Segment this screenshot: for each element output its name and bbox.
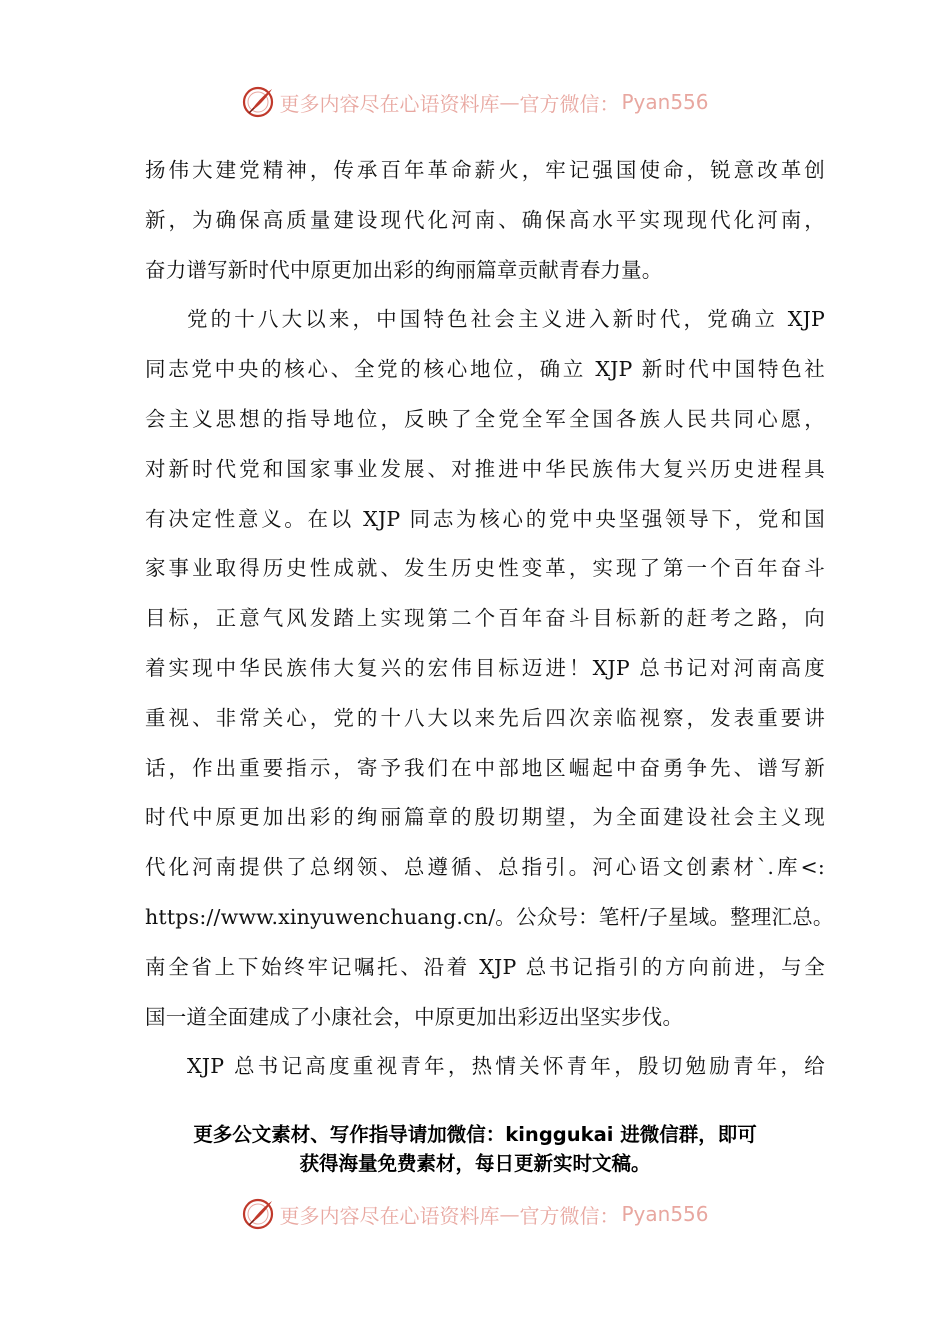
body-line: 扬伟大建党精神，传承百年革命薪火，牢记强国使命，锐意改革创	[145, 158, 825, 182]
body-line: 话，作出重要指示，寄予我们在中部地区崛起中奋勇争先、谱写新	[145, 755, 825, 780]
body-line: XJP 总书记高度重视青年，热情关怀青年，殷切勉励青年，给	[187, 1054, 825, 1079]
body-line: 会主义思想的指导地位，反映了全党全军全国各族人民共同心愿，	[145, 406, 825, 431]
banner-text: 更多内容尽在心语资料库	[279, 91, 500, 116]
quill-logo-icon	[241, 1197, 275, 1231]
header-banner	[0, 82, 950, 122]
body-line: 南全省上下始终牢记嘱托、沿着 XJP 总书记指引的方向前进，与全	[145, 954, 825, 979]
body-line: 奋力谱写新时代中原更加出彩的绚丽篇章贡献青春力量。	[145, 257, 663, 282]
body-line: 着实现中华民族伟大复兴的宏伟目标迈进！XJP 总书记对河南高度	[145, 655, 825, 680]
document-body	[145, 146, 834, 1092]
body-line: 新，为确保高质量建设现代化河南、确保高水平实现现代化河南，	[145, 207, 825, 232]
banner-separator: —	[499, 90, 520, 114]
promo-notice	[0, 1120, 950, 1178]
body-line: 国一道全面建成了小康社会，中原更加出彩迈出坚实步伐。	[145, 1004, 684, 1029]
body-line: https://www.xinyuwenchuang.cn/。公众号：笔杆/子星域。整理汇总。	[145, 904, 834, 929]
body-line: 重视、非常关心，党的十八大以来先后四次亲临视察，发表重要讲	[145, 705, 825, 730]
body-line: 对新时代党和国家事业发展、对推进中华民族伟大复兴历史进程具	[145, 456, 825, 481]
body-line: 有决定性意义。在以 XJP 同志为核心的党中央坚强领导下，党和国	[145, 506, 825, 531]
body-line: 党的十八大以来，中国特色社会主义进入新时代，党确立 XJP	[187, 307, 825, 332]
banner-wechat-label: 官方微信：	[519, 1203, 620, 1228]
banner-wechat-id: Pyan556	[621, 90, 709, 114]
quill-logo-icon	[241, 85, 275, 119]
banner-text: 更多内容尽在心语资料库	[279, 1203, 500, 1228]
promo-notice-line-2: 获得海量免费素材，每日更新实时文稿。	[299, 1152, 651, 1175]
body-line: 时代中原更加出彩的绚丽篇章的殷切期望，为全面建设社会主义现	[145, 805, 825, 830]
banner-wechat-label: 官方微信：	[519, 91, 620, 116]
footer-banner	[0, 1194, 950, 1234]
body-line: 目标，正意气风发踏上实现第二个百年奋斗目标新的赶考之路，向	[145, 606, 825, 631]
body-line: 家事业取得历史性成就、发生历史性变革，实现了第一个百年奋斗	[145, 556, 825, 581]
banner-wechat-id: Pyan556	[621, 1202, 709, 1226]
banner-separator: —	[499, 1202, 520, 1226]
promo-notice-line-1: 更多公文素材、写作指导请加微信：kinggukai 进微信群，即可	[193, 1123, 757, 1146]
body-line: 代化河南提供了总纲领、总遵循、总指引。河心语文创素材`.库<:	[145, 855, 825, 880]
body-line: 同志党中央的核心、全党的核心地位，确立 XJP 新时代中国特色社	[145, 357, 825, 382]
